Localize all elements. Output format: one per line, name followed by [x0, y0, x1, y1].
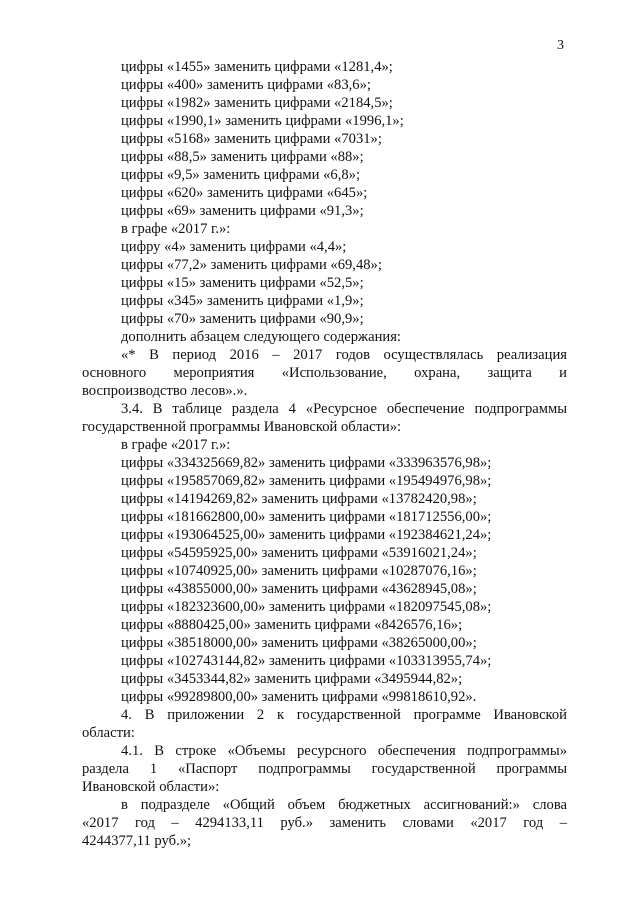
- list-item: цифры «10740925,00» заменить цифрами «10287076,16»;: [121, 563, 477, 579]
- paragraph-line: области:: [82, 725, 135, 741]
- list-item: цифры «1982» заменить цифрами «2184,5»;: [121, 95, 393, 111]
- list-item: цифры «69» заменить цифрами «91,3»;: [121, 203, 364, 219]
- list-item: цифру «4» заменить цифрами «4,4»;: [121, 239, 347, 255]
- list-item: цифры «5168» заменить цифрами «7031»;: [121, 131, 382, 147]
- list-item: цифры «70» заменить цифрами «90,9»;: [121, 311, 364, 327]
- paragraph-line: раздела 1 «Паспорт подпрограммы государственной программы: [82, 761, 567, 777]
- paragraph-line: 4.1. В строке «Объемы ресурсного обеспечения подпрограммы»: [121, 743, 567, 759]
- footnote-paragraph: [82, 346, 567, 400]
- list-item: цифры «102743144,82» заменить цифрами «103313955,74»;: [121, 653, 492, 669]
- paragraph-line: Ивановской области»:: [82, 779, 220, 795]
- subsection-paragraph: [82, 796, 567, 850]
- section-4: [82, 706, 567, 742]
- list-item: цифры «43855000,00» заменить цифрами «43628945,08»;: [121, 581, 477, 597]
- list-item: цифры «54595925,00» заменить цифрами «53916021,24»;: [121, 545, 477, 561]
- list-item: в графе «2017 г.»:: [121, 221, 231, 237]
- list-item: в графе «2017 г.»:: [121, 437, 231, 453]
- section-4-1: [82, 742, 567, 796]
- paragraph-line: государственной программы Ивановской области»:: [82, 419, 402, 435]
- paragraph-line: 3.4. В таблице раздела 4 «Ресурсное обеспечение подпрограммы: [121, 401, 567, 417]
- list-item: цифры «9,5» заменить цифрами «6,8»;: [121, 167, 361, 183]
- list-item: цифры «193064525,00» заменить цифрами «192384621,24»;: [121, 527, 492, 543]
- list-item: цифры «15» заменить цифрами «52,5»;: [121, 275, 364, 291]
- list-item: цифры «181662800,00» заменить цифрами «181712556,00»;: [121, 509, 492, 525]
- list-item: цифры «14194269,82» заменить цифрами «13782420,98»;: [121, 491, 477, 507]
- list-item: цифры «88,5» заменить цифрами «88»;: [121, 149, 364, 165]
- section-3-4: [82, 400, 567, 436]
- paragraph-line: 4244377,11 руб.»;: [82, 833, 192, 849]
- list-item: цифры «345» заменить цифрами «1,9»;: [121, 293, 364, 309]
- list-item: цифры «1455» заменить цифрами «1281,4»;: [121, 59, 393, 75]
- list-item: цифры «3453344,82» заменить цифрами «3495944,82»;: [121, 671, 463, 687]
- paragraph-line: «* В период 2016 – 2017 годов осуществлялась реализация: [121, 347, 567, 363]
- list-item: цифры «182323600,00» заменить цифрами «182097545,08»;: [121, 599, 492, 615]
- paragraph-line: в подразделе «Общий объем бюджетных ассигнований:» слова: [121, 797, 567, 813]
- list-item: цифры «400» заменить цифрами «83,6»;: [121, 77, 371, 93]
- paragraph-line: «2017 год – 4294133,11 руб.» заменить словами «2017 год –: [82, 815, 567, 831]
- list-item: цифры «620» заменить цифрами «645»;: [121, 185, 368, 201]
- list-item: цифры «334325669,82» заменить цифрами «333963576,98»;: [121, 455, 492, 471]
- replacement-list-2: [82, 436, 567, 706]
- list-item: цифры «99289800,00» заменить цифрами «99818610,92».: [121, 689, 477, 705]
- page-number: 3: [557, 38, 564, 53]
- paragraph-line: основного мероприятия «Использование, охрана, защита и: [82, 365, 567, 381]
- list-item: цифры «8880425,00» заменить цифрами «8426576,16»;: [121, 617, 463, 633]
- list-item: цифры «77,2» заменить цифрами «69,48»;: [121, 257, 382, 273]
- paragraph-line: 4. В приложении 2 к государственной программе Ивановской: [121, 707, 567, 723]
- replacement-list-1: [82, 58, 567, 346]
- paragraph-line: воспроизводство лесов».».: [82, 383, 248, 399]
- list-item: цифры «195857069,82» заменить цифрами «195494976,98»;: [121, 473, 492, 489]
- list-item: дополнить абзацем следующего содержания:: [121, 329, 401, 345]
- list-item: цифры «38518000,00» заменить цифрами «38265000,00»;: [121, 635, 477, 651]
- list-item: цифры «1990,1» заменить цифрами «1996,1»;: [121, 113, 404, 129]
